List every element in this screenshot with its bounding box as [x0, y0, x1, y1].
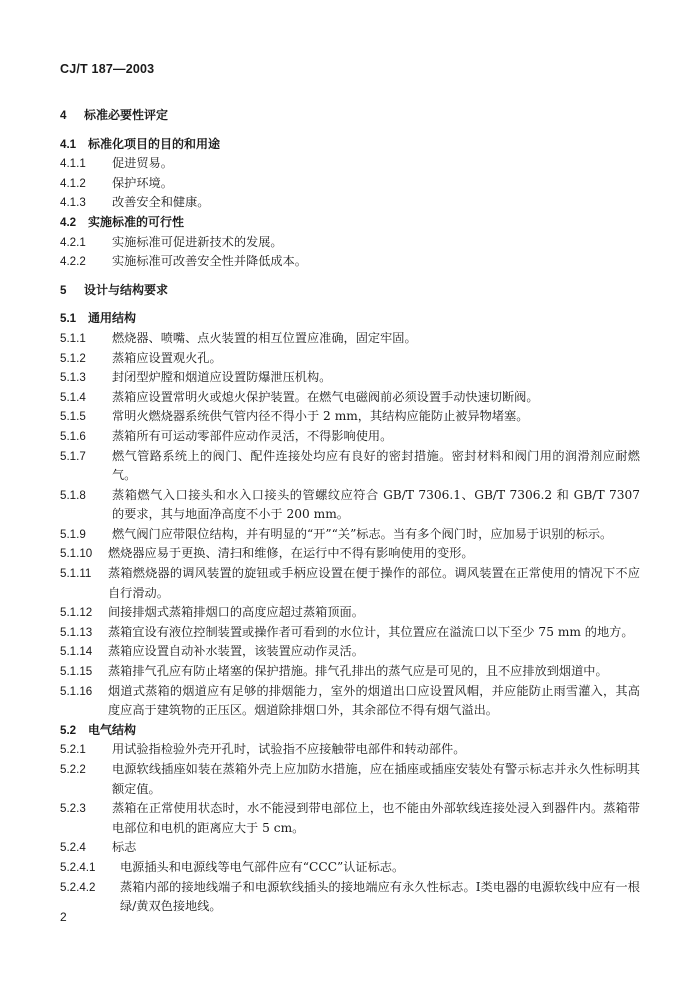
clause	[60, 233, 640, 253]
clause-text: 实施标准的可行性	[88, 214, 185, 229]
clause	[60, 447, 640, 486]
clause-text: 燃气管路系统上的阀门、配件连接处均应有良好的密封措施。密封材料和阀门用的润滑剂应耐燃气。	[112, 448, 640, 483]
clause	[60, 486, 640, 525]
clause-number: 5.2.4.2	[60, 880, 96, 894]
clause-number: 5.1.13	[60, 625, 93, 639]
clause-number: 5.1.3	[60, 371, 86, 385]
clause-number: 5.1.8	[60, 488, 86, 502]
clause-text: 蒸箱燃气入口接头和水入口接头的管螺纹应符合 GB/T 7306.1、GB/T 7306.2 和 GB/T 7307 的要求，其与地面净高度不小于 200 mm。	[112, 487, 640, 522]
clause-number: 4.1.1	[60, 157, 86, 171]
subsection-heading	[60, 309, 640, 329]
clause-number: 5.1.14	[60, 645, 93, 659]
clause-text: 用试验指检验外壳开孔时，试验指不应接触带电部件和转动部件。	[112, 742, 466, 757]
clause	[60, 407, 640, 427]
clause-text: 蒸箱应设置观火孔。	[112, 350, 222, 365]
clause-number: 5.1.15	[60, 665, 93, 679]
clause	[60, 174, 640, 194]
clause	[60, 740, 640, 760]
clause	[60, 252, 640, 272]
clause-text: 促进贸易。	[112, 156, 173, 171]
clause	[60, 623, 640, 643]
clause-number: 5.1.11	[60, 567, 92, 581]
clause-number: 5.1.6	[60, 429, 86, 443]
clause	[60, 349, 640, 369]
clause	[60, 603, 640, 623]
standard-code-header: CJ/T 187—2003	[60, 62, 155, 76]
clause-number: 5.2.1	[60, 743, 86, 757]
clause-text: 蒸箱应设置自动补水装置，该装置应动作灵活。	[108, 644, 364, 659]
clause-number: 4	[60, 109, 67, 122]
clause	[60, 838, 640, 858]
clause-text: 燃烧器应易于更换、清扫和维修，在运行中不得有影响使用的变形。	[108, 546, 474, 561]
clause	[60, 193, 640, 213]
clause-text: 燃烧器、喷嘴、点火装置的相互位置应准确，固定牢固。	[112, 330, 417, 345]
clause	[60, 760, 640, 799]
clause	[60, 388, 640, 408]
clause-number: 4.1.2	[60, 176, 86, 190]
clause-number: 5.2	[60, 723, 77, 737]
clause-number: 5.1	[60, 312, 77, 326]
clause	[60, 427, 640, 447]
clause-text: 蒸箱宜设有液位控制装置或操作者可看到的水位计，其位置应在溢流口以下至少 75 mm 的地方。	[108, 624, 634, 639]
clause-text: 常明火燃烧器系统供气管内径不得小于 2 mm，其结构应能防止被异物堵塞。	[112, 409, 529, 424]
clause-number: 5.1.12	[60, 606, 93, 620]
clause-text: 通用结构	[88, 311, 137, 326]
clause-number: 4.2.2	[60, 255, 86, 269]
clause-text: 电源插头和电源线等电气部件应有“CCC”认证标志。	[120, 859, 405, 874]
clause-text: 蒸箱在正常使用状态时，水不能浸到带电部位上，也不能由外部软线连接处浸入到器件内。蒸箱带电部位和电机的距离应大于 5 cm。	[112, 801, 640, 835]
clause-text: 蒸箱内部的接地线端子和电源软线插头的接地端应有永久性标志。Ⅰ类电器的电源软线中应有一根绿/黄双色接地线。	[120, 879, 640, 914]
clause-number: 5.1.7	[60, 449, 86, 463]
clause	[60, 642, 640, 662]
clause-text: 燃气阀门应带限位结构，并有明显的“开”“关”标志。当有多个阀门时，应加易于识别的标示。	[112, 526, 613, 541]
clause-text: 设计与结构要求	[84, 282, 169, 297]
clause-number: 4.2	[60, 215, 77, 229]
clause-number: 5.2.3	[60, 802, 86, 816]
clause-number: 4.1	[60, 137, 77, 151]
subsection-heading	[60, 213, 640, 233]
clause-text: 蒸箱所有可运动零部件应动作灵活，不得影响使用。	[112, 428, 393, 443]
clause-text: 实施标准可促进新技术的发展。	[112, 234, 283, 249]
clause	[60, 878, 640, 917]
clause-text: 改善安全和健康。	[112, 195, 210, 210]
clause	[60, 525, 640, 545]
clause-number: 5.2.4	[60, 841, 86, 855]
clause-number: 5.1.9	[60, 527, 86, 541]
clause-text: 标准化项目的目的和用途	[88, 136, 221, 151]
clause	[60, 799, 640, 838]
clause-number: 5.1.1	[60, 331, 86, 345]
clause	[60, 682, 640, 721]
subsection-heading	[60, 721, 640, 741]
clause-number: 5.1.2	[60, 351, 86, 365]
clause-number: 4.2.1	[60, 235, 86, 249]
clause	[60, 662, 640, 682]
page-number: 2	[60, 910, 67, 924]
clause	[60, 858, 640, 878]
clause-text: 间接排烟式蒸箱排烟口的高度应超过蒸箱顶面。	[108, 605, 364, 620]
section-heading	[60, 281, 640, 301]
section-heading	[60, 106, 640, 126]
clause-number: 5.2.4.1	[60, 860, 96, 874]
clause-text: 烟道式蒸箱的烟道应有足够的排烟能力，室外的烟道出口应设置风帽，并应能防止雨雪灌入，其高度应高于建筑物的正压区。烟道除排烟口外，其余部位不得有烟气溢出。	[108, 683, 640, 718]
subsection-heading	[60, 135, 640, 155]
clause-number: 5.1.4	[60, 390, 86, 404]
clause-text: 实施标准可改善安全性并降低成本。	[112, 254, 307, 269]
clause-number: 5.1.5	[60, 410, 86, 424]
clause-text: 电源软线插座如装在蒸箱外壳上应加防水措施，应在插座或插座安装处有警示标志并永久性标明其额定值。	[112, 762, 640, 796]
clause-text: 蒸箱排气孔应有防止堵塞的保护措施。排气孔排出的蒸气应是可见的，且不应排放到烟道中。	[108, 664, 608, 679]
clause-number: 5.2.2	[60, 763, 86, 776]
clause-number: 5	[60, 283, 67, 297]
clause-text: 蒸箱应设置常明火或熄火保护装置。在燃气电磁阀前必须设置手动快速切断阀。	[112, 389, 539, 404]
clause-text: 封闭型炉膛和烟道应设置防爆泄压机构。	[112, 370, 332, 385]
clause-text: 蒸箱燃烧器的调风装置的旋钮或手柄应设置在便于操作的部位。调风装置在正常使用的情况下不应自行滑动。	[108, 566, 640, 600]
document-body	[60, 106, 640, 917]
clause-number: 5.1.16	[60, 684, 93, 698]
clause-text: 标准必要性评定	[84, 108, 169, 122]
clause	[60, 368, 640, 388]
clause	[60, 154, 640, 174]
clause-number: 5.1.10	[60, 547, 93, 561]
clause-number: 4.1.3	[60, 196, 86, 210]
clause-text: 电气结构	[88, 722, 137, 737]
clause-text: 标志	[112, 840, 137, 855]
clause	[60, 544, 640, 564]
clause	[60, 329, 640, 349]
clause	[60, 564, 640, 603]
clause-text: 保护环境。	[112, 175, 173, 190]
